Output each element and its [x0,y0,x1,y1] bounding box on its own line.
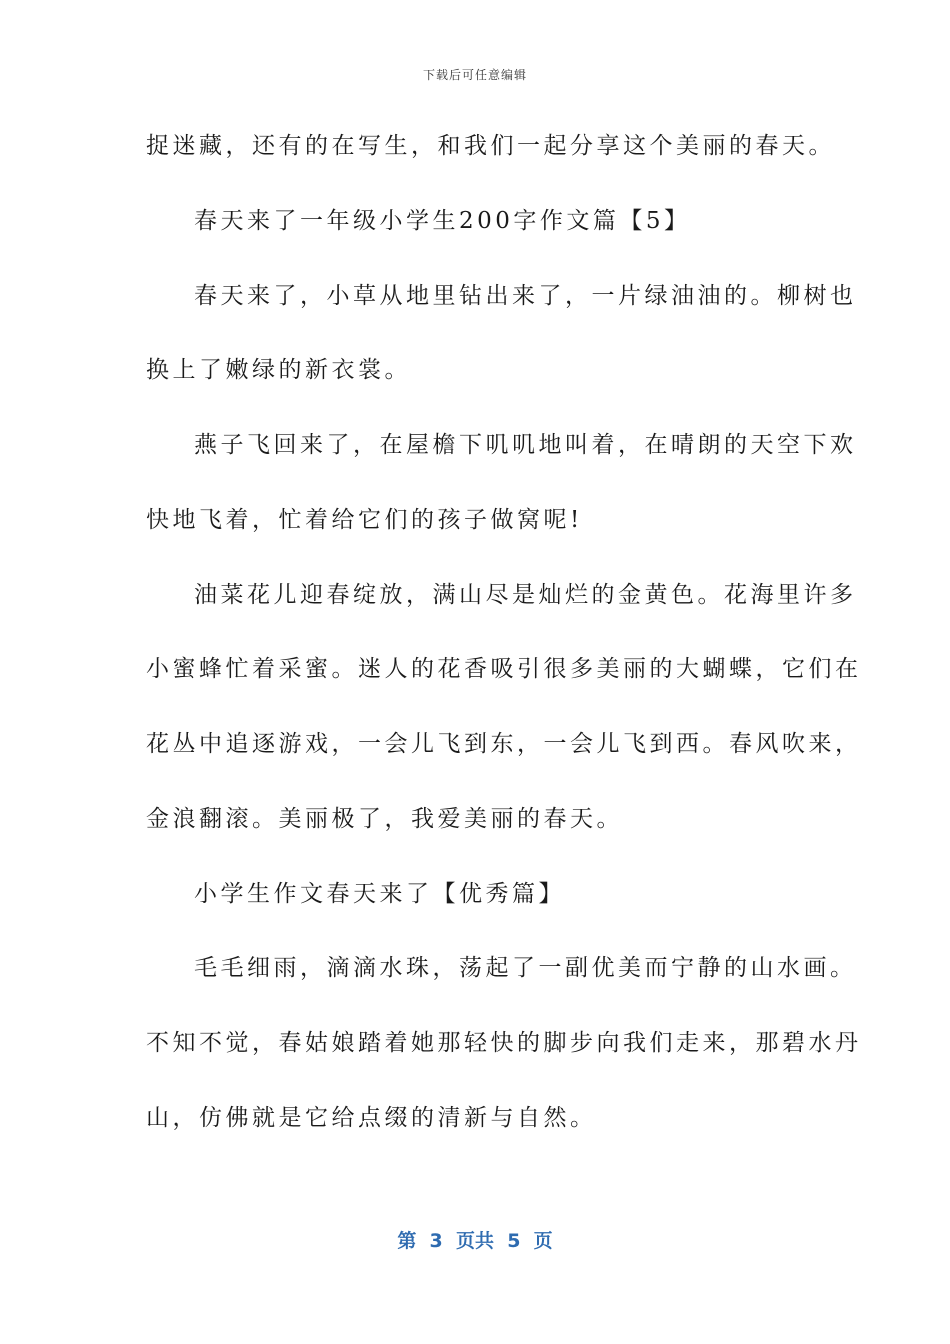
paragraph-line: 快地飞着，忙着给它们的孩子做窝呢! [146,507,583,533]
paragraph-line: 燕子飞回来了，在屋檐下叽叽地叫着，在晴朗的天空下欢 [194,432,857,458]
paragraph-line: 油菜花儿迎春绽放，满山尽是灿烂的金黄色。花海里许多 [194,582,857,608]
paragraph-line: 山，仿佛就是它给点缀的清新与自然。 [146,1105,597,1131]
paragraph-line: 金浪翻滚。美丽极了，我爱美丽的春天。 [146,806,623,832]
page-header: 下载后可任意编辑 [422,68,527,82]
paragraph-line: 换上了嫩绿的新衣裳。 [146,357,411,383]
section-heading: 春天来了一年级小学生200字作文篇【5】 [194,208,691,234]
paragraph-line: 花丛中追逐游戏，一会儿飞到东，一会儿飞到西。春风吹来， [146,731,862,757]
paragraph-line: 不知不觉，春姑娘踏着她那轻快的脚步向我们走来，那碧水丹 [146,1030,862,1056]
paragraph-line: 捉迷藏，还有的在写生，和我们一起分享这个美丽的春天。 [146,133,835,159]
paragraph-line: 小蜜蜂忙着采蜜。迷人的花香吸引很多美丽的大蝴蝶，它们在 [146,656,862,682]
page-number-footer: 第 3 页共 5 页 [397,1230,553,1252]
paragraph-line: 毛毛细雨，滴滴水珠，荡起了一副优美而宁静的山水画。 [194,955,857,981]
paragraph-line: 春天来了，小草从地里钻出来了，一片绿油油的。柳树也 [194,283,857,309]
section-heading: 小学生作文春天来了【优秀篇】 [194,881,565,907]
